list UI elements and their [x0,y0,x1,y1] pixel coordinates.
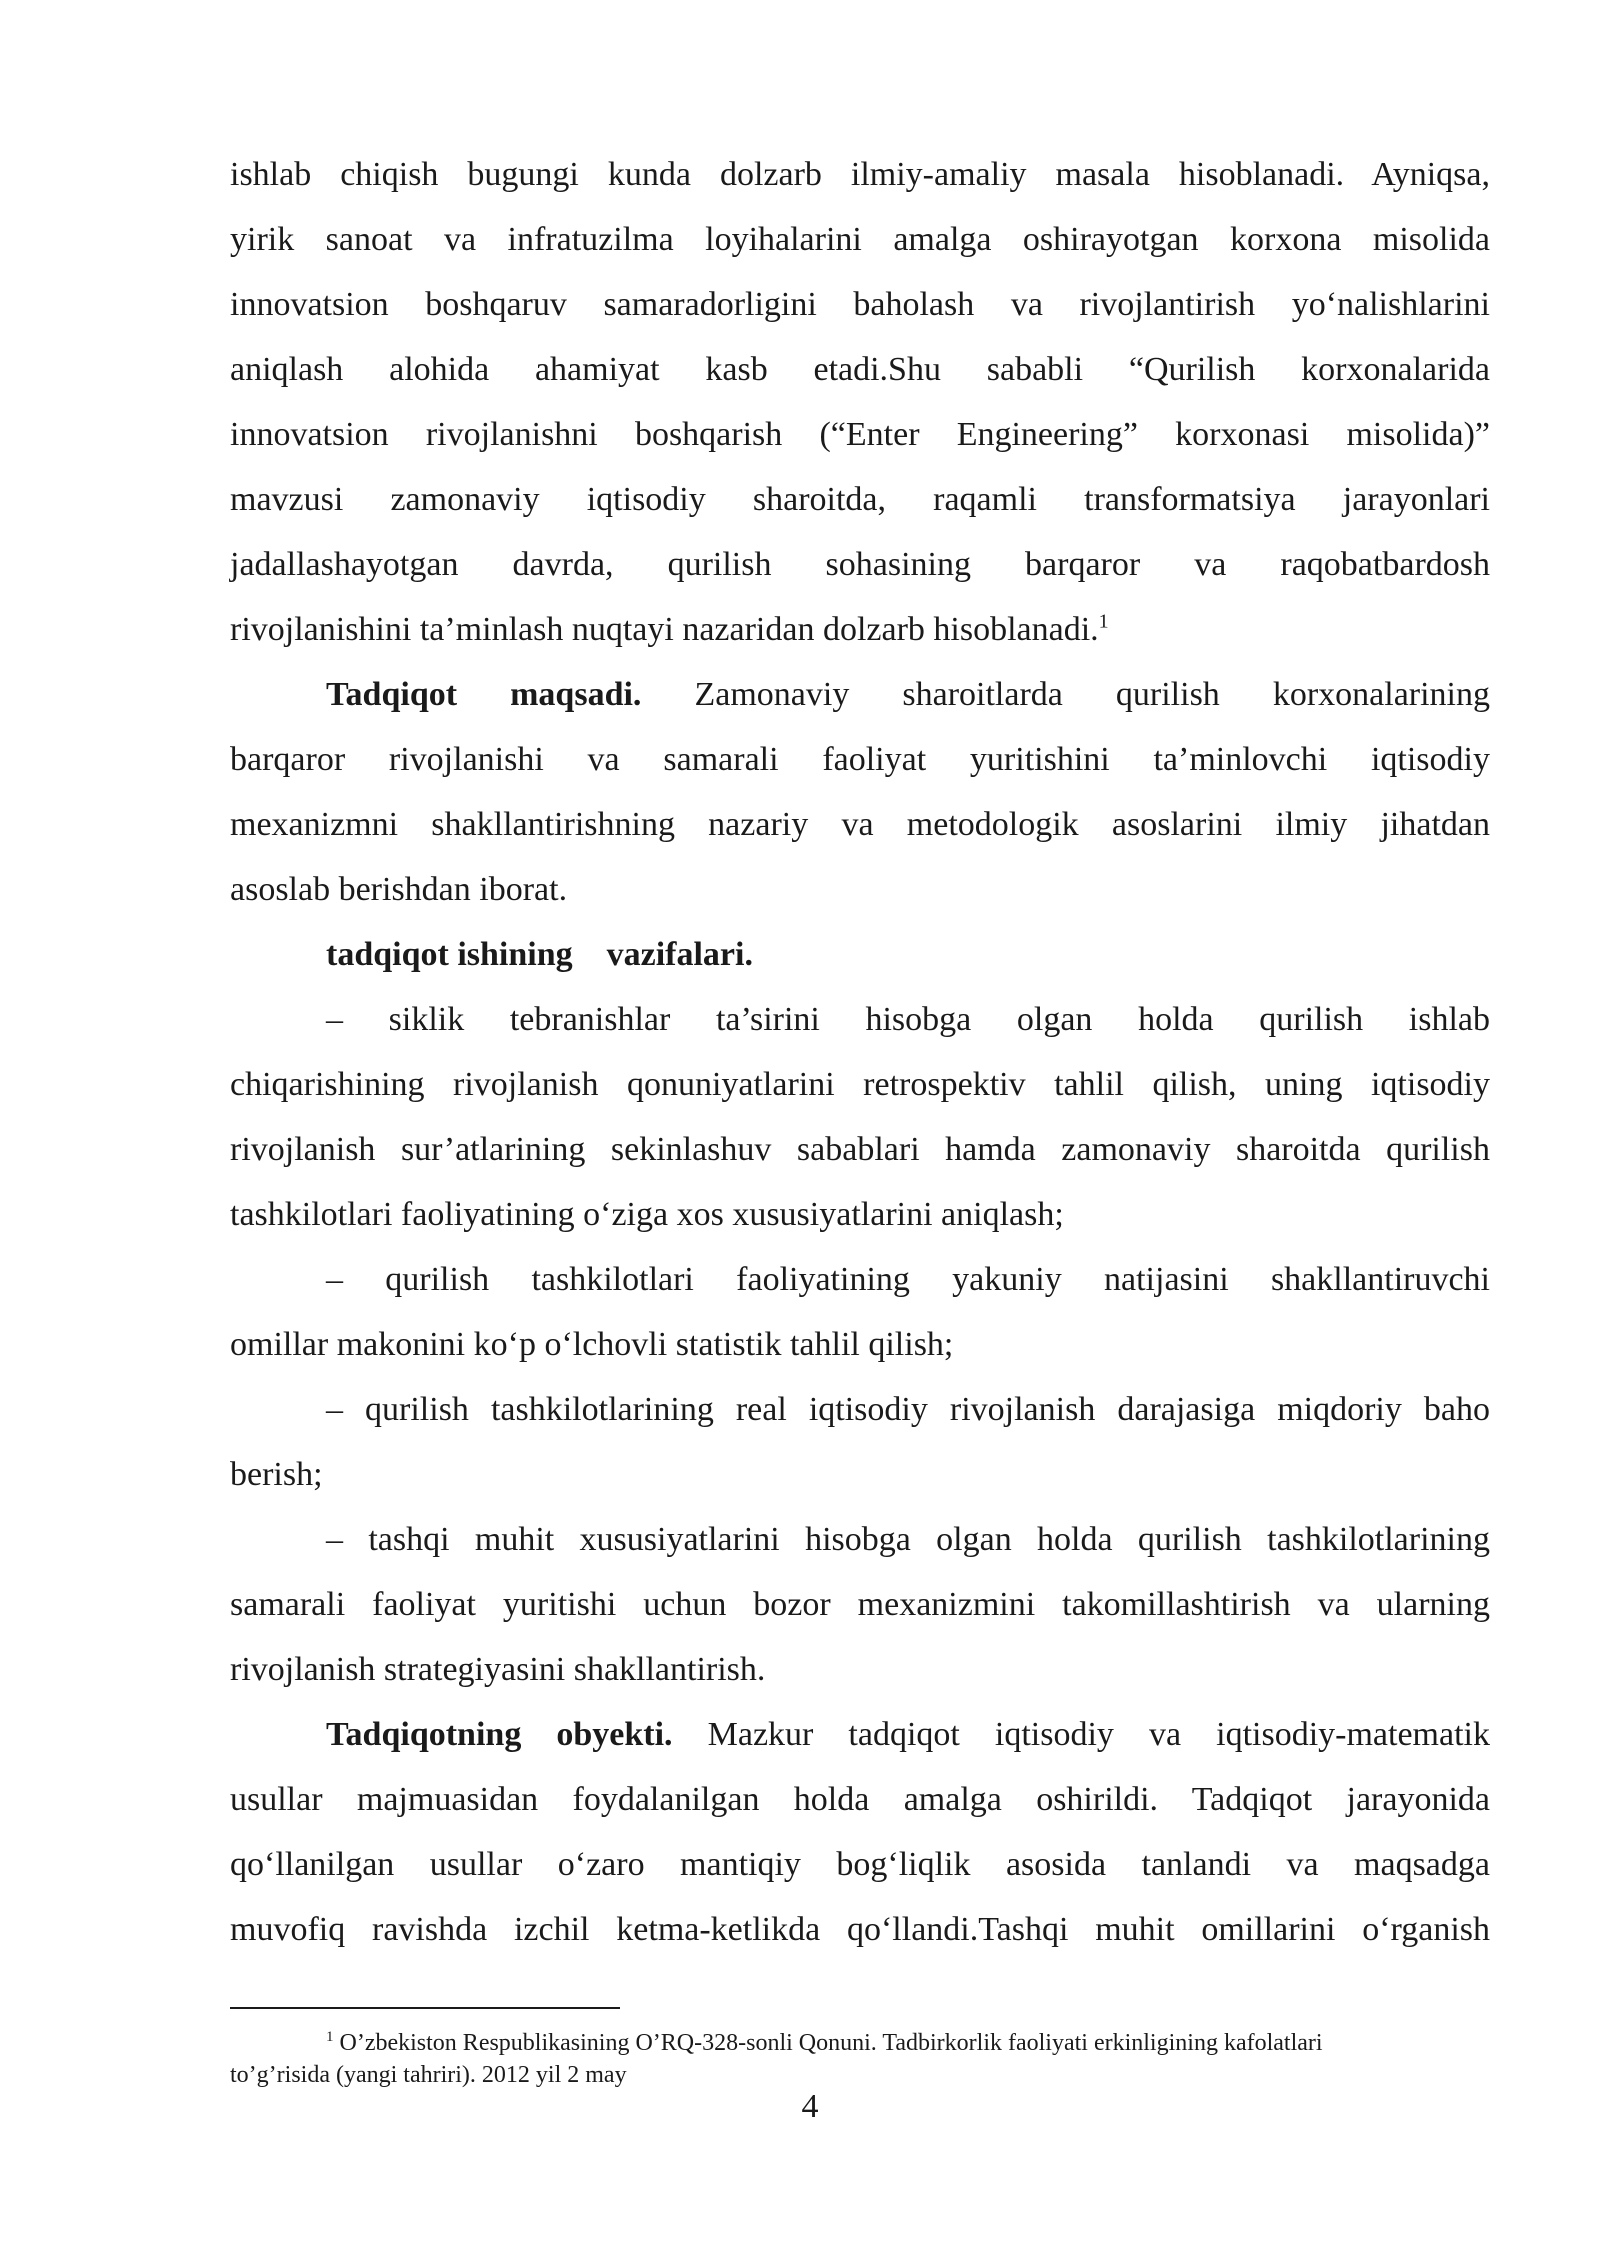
footnote-separator [230,2007,620,2009]
text-line: chiqarishining rivojlanish qonuniyatlarini retrospektiv tahlil qilish, uning iqtisodiy [230,1066,1490,1103]
text-line-with-footnote [230,597,1490,662]
text-line-content: rivojlanishini ta’minlash nuqtayi nazaridan dolzarb hisoblanadi. [230,611,1099,648]
text-line: yirik sanoat va infratuzilma loyihalarini amalga oshirayotgan korxona misolida [230,221,1490,258]
text-line: tashkilotlari faoliyatining o‘ziga xos xususiyatlarini aniqlash; [230,1196,1064,1233]
text-line: samarali faoliyat yuritishi uchun bozor mexanizmini takomillashtirish va ularning [230,1586,1490,1623]
text-line: mavzusi zamonaviy iqtisodiy sharoitda, raqamli transformatsiya jarayonlari [230,481,1490,518]
text-line-content: Mazkur tadqiqot iqtisodiy va iqtisodiy-matematik [707,1716,1490,1753]
footnote [230,2027,1460,2091]
text-line: aniqlash alohida ahamiyat kasb etadi.Shu sababli “Qurilish korxonalarida [230,351,1490,388]
footnote-reference[interactable]: 1 [1098,610,1109,633]
goal-heading-a: Tadqiqot [326,676,458,713]
page-number: 4 [801,2088,819,2125]
text-line: jadallashayotgan davrda, qurilish sohasining barqaror va raqobatbardosh [230,546,1490,583]
text-line: omillar makonini ko‘p o‘lchovli statistik tahlil qilish; [230,1326,954,1363]
text-line: – qurilish tashkilotlarining real iqtisodiy rivojlanish darajasiga miqdoriy baho [326,1391,1490,1428]
body-text [230,142,1490,1962]
text-line: – siklik tebranishlar ta’sirini hisobga olgan holda qurilish ishlab [326,1001,1490,1038]
text-line-content: Zamonaviy sharoitlarda qurilish korxonalarining [694,676,1491,713]
text-line: – qurilish tashkilotlari faoliyatining yakuniy natijasini shakllantiruvchi [326,1261,1490,1298]
text-line: innovatsion rivojlanishni boshqarish (“Enter Engineering” korxonasi misolida)” [230,416,1490,453]
text-line: qo‘llanilgan usullar o‘zaro mantiqiy bog‘liqlik asosida tanlandi va maqsadga [230,1846,1490,1883]
text-line: innovatsion boshqaruv samaradorligini baholash va rivojlantirish yo‘nalishlarini [230,286,1490,323]
footnote-line: to’g’risida (yangi tahriri). 2012 yil 2 may [230,2062,627,2088]
text-line: rivojlanish strategiyasini shakllantirish. [230,1651,766,1688]
footnote-marker: 1 [326,2029,334,2045]
text-line: – tashqi muhit xususiyatlarini hisobga olgan holda qurilish tashkilotlarining [326,1521,1490,1558]
text-line: berish; [230,1456,323,1493]
footnote-line [230,2027,1460,2059]
goal-heading-line [230,662,1490,727]
footnote-text: O’zbekiston Respublikasining O’RQ-328-sonli Qonuni. Tadbirkorlik faoliyati erkinligining kafolatlari [339,2030,1323,2056]
text-line: mexanizmni shakllantirishning nazariy va metodologik asoslarini ilmiy jihatdan [230,806,1490,843]
text-line: rivojlanish sur’atlarining sekinlashuv sabablari hamda zamonaviy sharoitda qurilish [230,1131,1490,1168]
text-line: usullar majmuasidan foydalanilgan holda amalga oshirildi. Tadqiqot jarayonida [230,1781,1490,1818]
text-line: asoslab berishdan iborat. [230,871,568,908]
tasks-heading-line [230,922,1490,987]
goal-heading-b: maqsadi. [510,676,642,713]
text-line: ishlab chiqish bugungi kunda dolzarb ilmiy-amaliy masala hisoblanadi. Ayniqsa, [230,156,1490,193]
tasks-heading-a: tadqiqot ishining [326,936,573,973]
text-line: barqaror rivojlanishi va samarali faoliyat yuritishini ta’minlovchi iqtisodiy [230,741,1490,778]
tasks-heading-b: vazifalari. [606,936,753,973]
object-heading-line [230,1702,1490,1767]
object-heading: Tadqiqotning obyekti. [326,1716,673,1753]
text-line: muvofiq ravishda izchil ketma-ketlikda qo‘llandi.Tashqi muhit omillarini o‘rganish [230,1911,1490,1948]
